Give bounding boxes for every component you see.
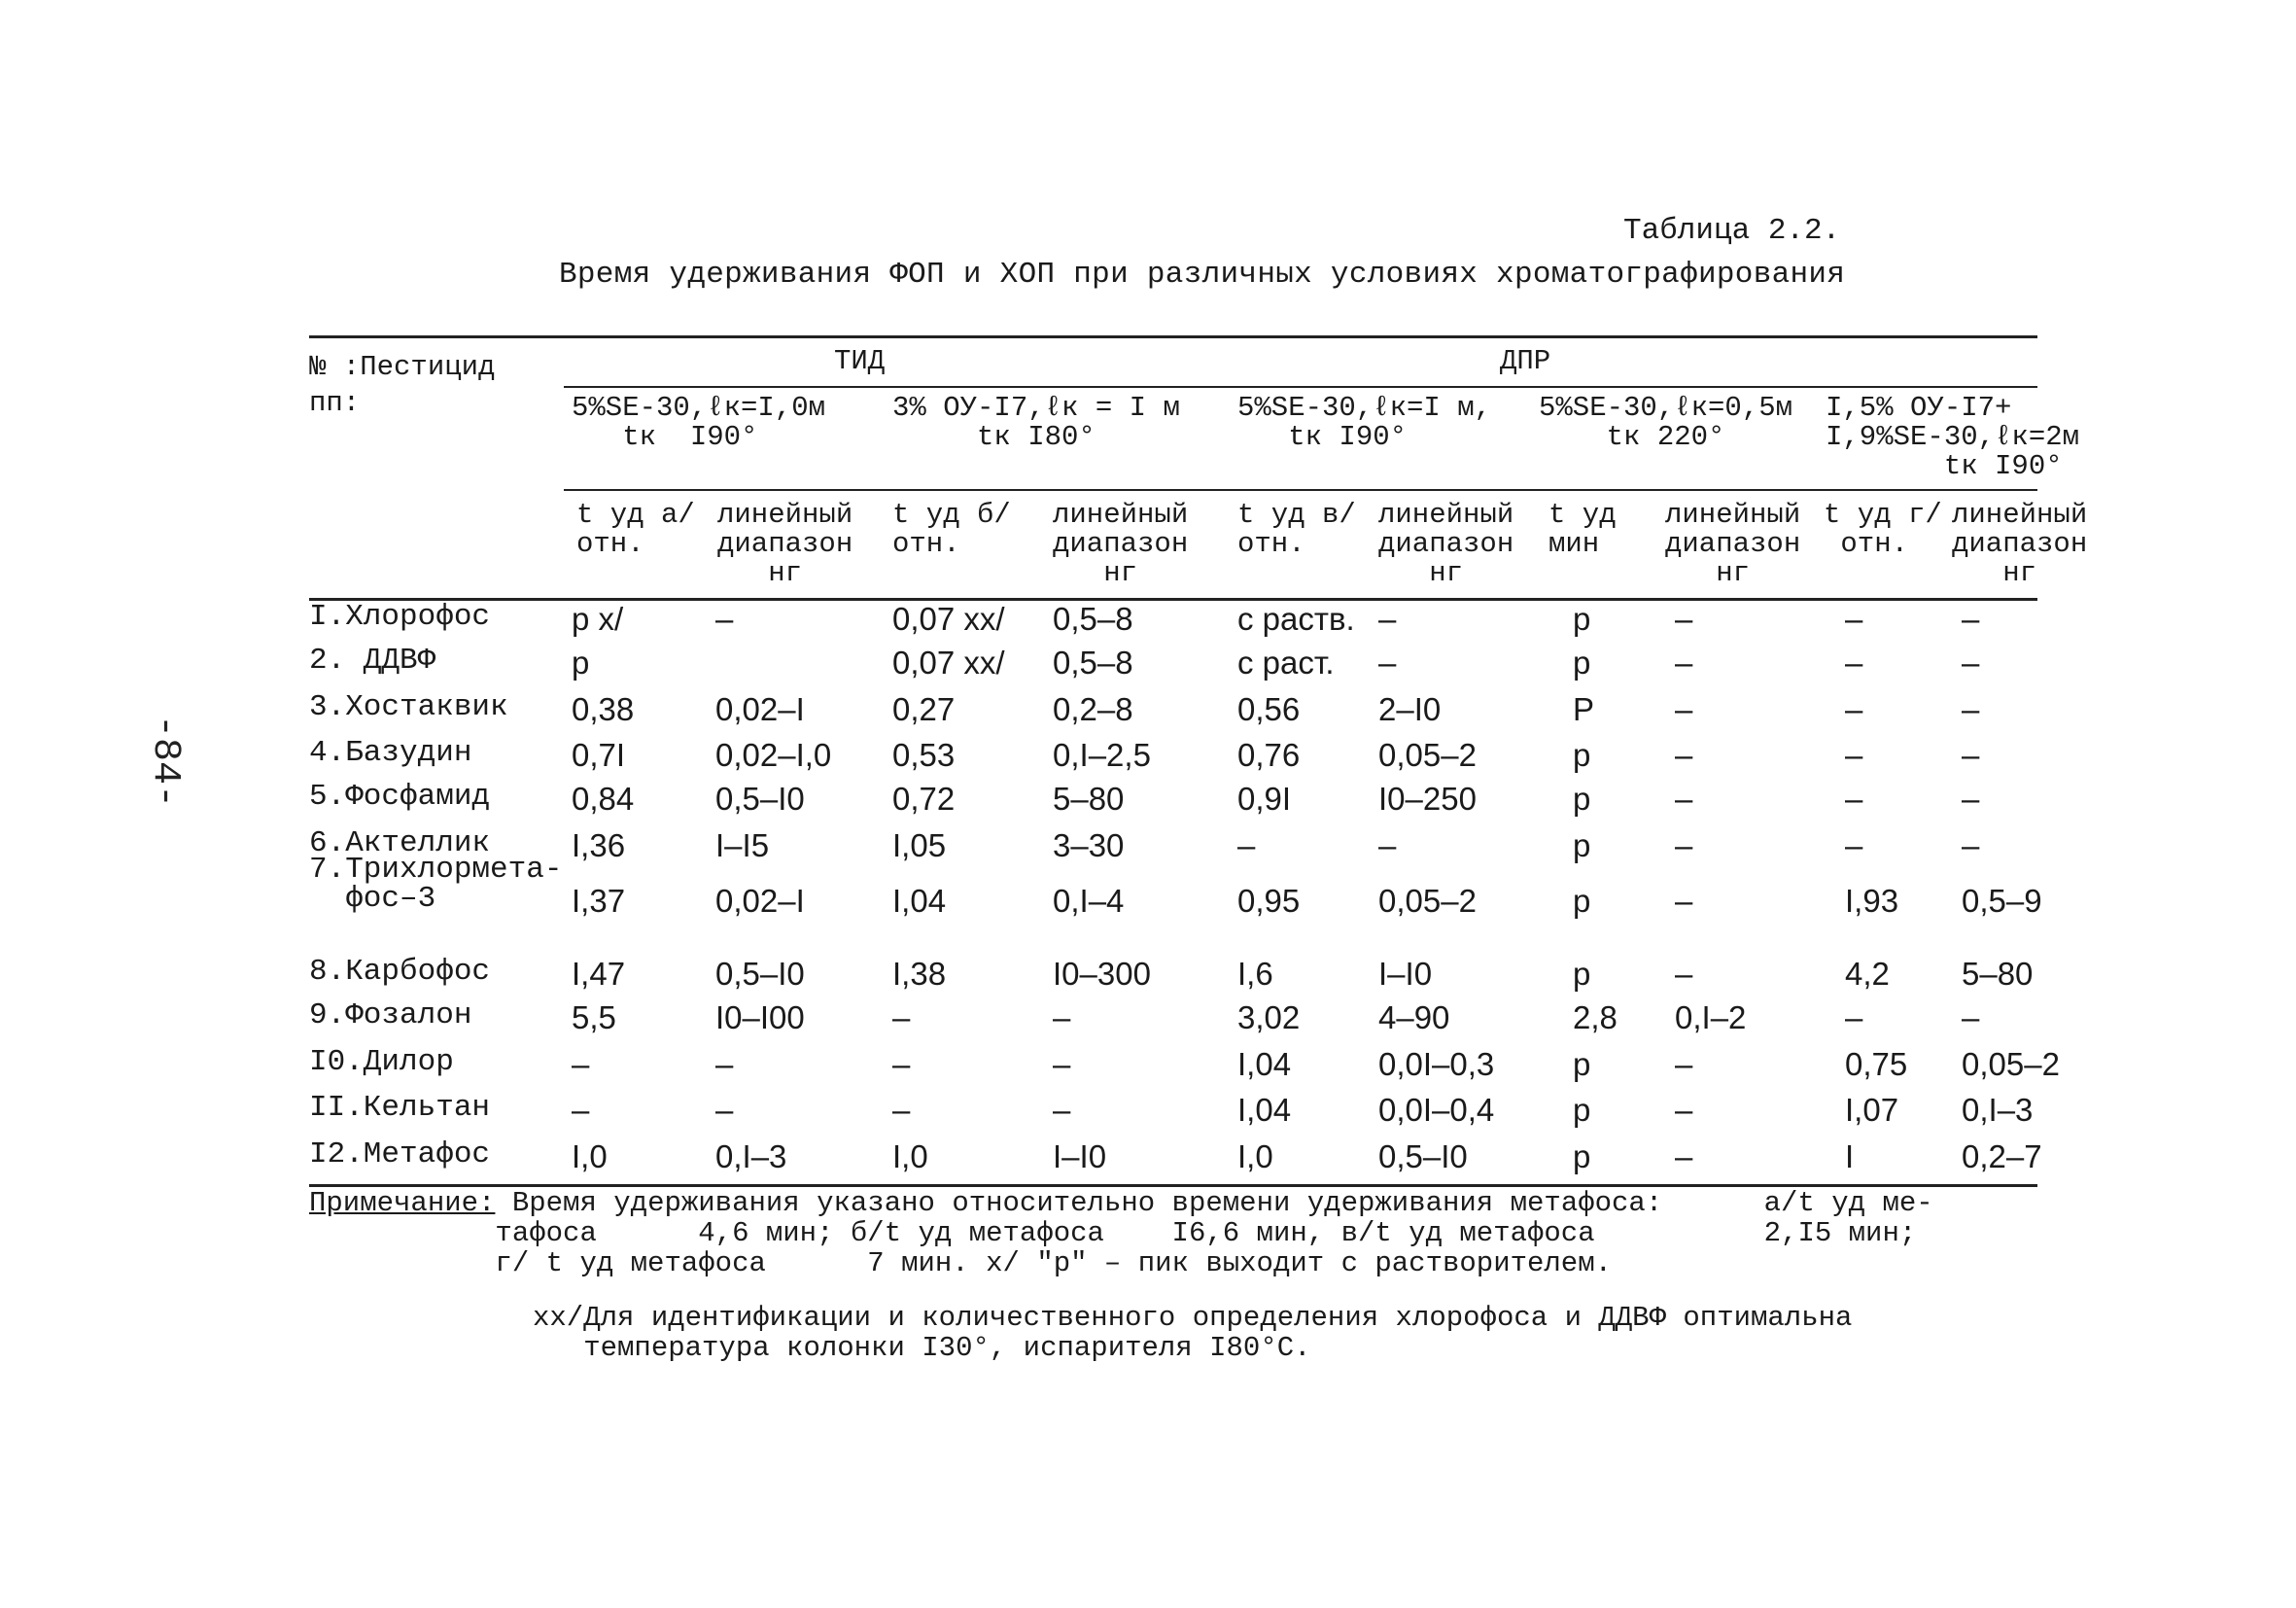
row-1-cell-9: –	[1845, 601, 1863, 637]
row-11-cell-10: 0,I–3	[1962, 1092, 2034, 1128]
row-8-pesticide: 8.Карбофос	[309, 955, 491, 989]
condition-1: 5%SE-30,ℓк=I,0м tк I90°	[572, 392, 826, 453]
row-10-cell-7: р	[1573, 1046, 1591, 1082]
row-5-cell-8: –	[1675, 781, 1693, 817]
note-line-1: Время удерживания указано относительно времени удерживания метафоса: а/t уд ме-	[511, 1187, 1933, 1219]
row-8-cell-10: 5–80	[1962, 956, 2034, 992]
row-2-cell-8: –	[1675, 645, 1693, 681]
row-8-cell-2: 0,5–I0	[715, 956, 805, 992]
row-9-cell-3: –	[892, 999, 911, 1035]
row-12-cell-1: I,0	[572, 1138, 608, 1174]
row-12-cell-2: 0,I–3	[715, 1138, 787, 1174]
row-9-cell-5: 3,02	[1237, 999, 1301, 1035]
row-12-pesticide: I2.Метафос	[309, 1137, 491, 1171]
row-12-cell-5: I,0	[1237, 1138, 1273, 1174]
subcol-range-5: линейный диапазон нг	[1952, 499, 2088, 589]
col-pp-label: пп:	[309, 387, 361, 419]
row-1-cell-1: р x/	[572, 601, 624, 637]
row-10-cell-6: 0,0I–0,3	[1378, 1046, 1495, 1082]
row-8-cell-7: р	[1573, 956, 1591, 992]
subcol-range-1: линейный диапазон нг	[717, 499, 853, 589]
condition-4: 5%SE-30,ℓк=0,5м tк 220°	[1539, 392, 1793, 453]
row-4-pesticide: 4.Базудин	[309, 736, 472, 770]
row-10-cell-5: I,04	[1237, 1046, 1292, 1082]
subcol-tud-v: t уд в/ отн.	[1237, 499, 1356, 560]
row-2-cell-4: 0,5–8	[1053, 645, 1133, 681]
row-3-cell-6: 2–I0	[1378, 691, 1442, 727]
row-4-cell-5: 0,76	[1237, 737, 1301, 773]
row-3-cell-2: 0,02–I	[715, 691, 805, 727]
row-12-cell-4: I–I0	[1053, 1138, 1107, 1174]
row-9-pesticide: 9.Фозалон	[309, 998, 472, 1032]
row-6-cell-5: –	[1237, 827, 1256, 863]
note-footnote: xx/Для идентификации и количественного определения хлорофоса и ДДВФ оптимальна температура колонки I30°, испарителя I80°С.	[533, 1302, 1853, 1364]
row-9-cell-2: I0–I00	[715, 999, 805, 1035]
row-11-cell-5: I,04	[1237, 1092, 1292, 1128]
condition-3: 5%SE-30,ℓк=I м, tк I90°	[1237, 392, 1492, 453]
subcol-range-3: линейный диапазон нг	[1378, 499, 1514, 589]
subcol-range-4: линейный диапазон нг	[1665, 499, 1801, 589]
row-12-cell-8: –	[1675, 1138, 1693, 1174]
row-4-cell-6: 0,05–2	[1378, 737, 1477, 773]
row-10-cell-10: 0,05–2	[1962, 1046, 2060, 1082]
conditions-rule	[564, 489, 2037, 491]
row-11-cell-8: –	[1675, 1092, 1693, 1128]
row-12-cell-7: р	[1573, 1138, 1591, 1174]
row-1-cell-5: с раств.	[1237, 601, 1355, 637]
row-6-pesticide: 6.Актеллик	[309, 826, 491, 860]
row-11-cell-7: р	[1573, 1092, 1591, 1128]
row-10-cell-3: –	[892, 1046, 911, 1082]
row-4-cell-1: 0,7I	[572, 737, 626, 773]
note-line-3: г/ t уд метафоса 7 мин. х/ "р" – пик выходит с растворителем.	[309, 1247, 1613, 1279]
row-8-cell-9: 4,2	[1845, 956, 1890, 992]
row-7-cell-8: –	[1675, 883, 1693, 919]
row-7-cell-10: 0,5–9	[1962, 883, 2042, 919]
row-11-pesticide: II.Кельтан	[309, 1091, 491, 1125]
row-8-cell-4: I0–300	[1053, 956, 1151, 992]
subcol-tud-b: t уд б/ отн.	[892, 499, 1011, 560]
table-top-rule	[309, 335, 2037, 338]
note-line-2: тафоса 4,6 мин; б/t уд метафоса I6,6 мин, в/t уд метафоса 2,I5 мин;	[309, 1217, 1917, 1249]
table-label: Таблица 2.2.	[1623, 214, 1841, 248]
row-12-cell-9: I	[1845, 1138, 1855, 1174]
row-6-cell-10: –	[1962, 827, 1980, 863]
row-5-cell-2: 0,5–I0	[715, 781, 805, 817]
subcol-tud-g: t уд г/ отн.	[1824, 499, 1942, 560]
row-12-cell-3: I,0	[892, 1138, 928, 1174]
row-7-cell-6: 0,05–2	[1378, 883, 1477, 919]
row-5-cell-7: р	[1573, 781, 1591, 817]
row-3-cell-10: –	[1962, 691, 1980, 727]
row-8-cell-1: I,47	[572, 956, 626, 992]
subcol-tud-a: t уд а/ отн.	[576, 499, 695, 560]
row-7-cell-9: I,93	[1845, 883, 1899, 919]
row-3-pesticide: 3.Хостаквик	[309, 690, 508, 724]
table-note	[309, 1188, 2098, 1278]
row-8-cell-8: –	[1675, 956, 1693, 992]
row-9-cell-8: 0,I–2	[1675, 999, 1747, 1035]
row-6-cell-8: –	[1675, 827, 1693, 863]
row-8-cell-6: I–I0	[1378, 956, 1433, 992]
row-4-cell-4: 0,I–2,5	[1053, 737, 1151, 773]
row-8-cell-3: I,38	[892, 956, 947, 992]
row-7-cell-5: 0,95	[1237, 883, 1301, 919]
row-3-cell-4: 0,2–8	[1053, 691, 1133, 727]
row-5-cell-4: 5–80	[1053, 781, 1125, 817]
row-1-cell-8: –	[1675, 601, 1693, 637]
row-9-cell-4: –	[1053, 999, 1071, 1035]
row-7-pesticide: 7.Трихлормета- фос–3	[309, 853, 563, 916]
col-no-label: № :Пестицид	[309, 351, 496, 383]
row-4-cell-7: р	[1573, 737, 1591, 773]
row-4-cell-10: –	[1962, 737, 1980, 773]
row-6-cell-9: –	[1845, 827, 1863, 863]
row-9-cell-10: –	[1962, 999, 1980, 1035]
row-5-cell-9: –	[1845, 781, 1863, 817]
row-6-cell-2: I–I5	[715, 827, 770, 863]
row-7-cell-4: 0,I–4	[1053, 883, 1125, 919]
group-tid: ТИД	[834, 345, 886, 377]
condition-2: 3% ОУ-I7,ℓк = I м tк I80°	[892, 392, 1180, 453]
row-11-cell-2: –	[715, 1092, 734, 1128]
row-2-cell-3: 0,07 xx/	[892, 645, 1005, 681]
row-3-cell-3: 0,27	[892, 691, 956, 727]
row-4-cell-8: –	[1675, 737, 1693, 773]
row-6-cell-7: р	[1573, 827, 1591, 863]
row-9-cell-7: 2,8	[1573, 999, 1618, 1035]
row-5-cell-10: –	[1962, 781, 1980, 817]
row-3-cell-9: –	[1845, 691, 1863, 727]
row-10-cell-2: –	[715, 1046, 734, 1082]
row-5-pesticide: 5.Фосфамид	[309, 780, 491, 814]
row-1-cell-6: –	[1378, 601, 1397, 637]
row-1-cell-10: –	[1962, 601, 1980, 637]
row-9-cell-1: 5,5	[572, 999, 616, 1035]
row-2-cell-9: –	[1845, 645, 1863, 681]
row-11-cell-1: –	[572, 1092, 590, 1128]
row-1-cell-4: 0,5–8	[1053, 601, 1133, 637]
group-dpr: ДПР	[1500, 345, 1551, 377]
row-10-cell-9: 0,75	[1845, 1046, 1908, 1082]
subcol-range-2: линейный диапазон нг	[1053, 499, 1189, 589]
row-10-cell-1: –	[572, 1046, 590, 1082]
row-5-cell-1: 0,84	[572, 781, 635, 817]
row-9-cell-6: 4–90	[1378, 999, 1450, 1035]
row-6-cell-3: I,05	[892, 827, 947, 863]
row-2-cell-6: –	[1378, 645, 1397, 681]
subcol-tud-min: t уд мин	[1548, 499, 1617, 560]
row-1-cell-7: р	[1573, 601, 1591, 637]
row-5-cell-6: I0–250	[1378, 781, 1477, 817]
row-4-cell-9: –	[1845, 737, 1863, 773]
row-3-cell-8: –	[1675, 691, 1693, 727]
row-11-cell-6: 0,0I–0,4	[1378, 1092, 1495, 1128]
row-9-cell-9: –	[1845, 999, 1863, 1035]
row-3-cell-5: 0,56	[1237, 691, 1301, 727]
condition-5: I,5% ОУ-I7+ I,9%SE-30,ℓк=2м tк I90°	[1826, 392, 2080, 482]
row-2-cell-10: –	[1962, 645, 1980, 681]
row-2-cell-5: с раст.	[1237, 645, 1335, 681]
row-8-cell-5: I,6	[1237, 956, 1273, 992]
row-10-cell-8: –	[1675, 1046, 1693, 1082]
row-7-cell-7: р	[1573, 883, 1591, 919]
row-1-cell-3: 0,07 xx/	[892, 601, 1005, 637]
row-5-cell-5: 0,9I	[1237, 781, 1292, 817]
header-bottom-rule	[309, 598, 2037, 601]
row-6-cell-1: I,36	[572, 827, 626, 863]
page-number: -84-	[143, 715, 187, 809]
row-2-cell-7: р	[1573, 645, 1591, 681]
row-2-pesticide: 2. ДДВФ	[309, 644, 436, 678]
row-10-pesticide: I0.Дилор	[309, 1045, 454, 1079]
row-12-cell-10: 0,2–7	[1962, 1138, 2042, 1174]
row-1-pesticide: I.Хлорофос	[309, 600, 491, 634]
row-3-cell-1: 0,38	[572, 691, 635, 727]
row-11-cell-9: I,07	[1845, 1092, 1899, 1128]
note-label: Примечание:	[309, 1187, 496, 1219]
row-2-cell-1: р	[572, 645, 590, 681]
table-title: Время удерживания ФОП и ХОП при различных условиях хроматографирования	[559, 258, 1846, 292]
row-7-cell-3: I,04	[892, 883, 947, 919]
row-1-cell-2: –	[715, 601, 734, 637]
row-7-cell-2: 0,02–I	[715, 883, 805, 919]
row-7-cell-1: I,37	[572, 883, 626, 919]
group-rule	[564, 386, 2037, 388]
row-6-cell-4: 3–30	[1053, 827, 1125, 863]
row-5-cell-3: 0,72	[892, 781, 956, 817]
row-4-cell-2: 0,02–I,0	[715, 737, 832, 773]
row-11-cell-3: –	[892, 1092, 911, 1128]
row-4-cell-3: 0,53	[892, 737, 956, 773]
row-12-cell-6: 0,5–I0	[1378, 1138, 1468, 1174]
row-11-cell-4: –	[1053, 1092, 1071, 1128]
row-10-cell-4: –	[1053, 1046, 1071, 1082]
row-6-cell-6: –	[1378, 827, 1397, 863]
row-3-cell-7: Р	[1573, 691, 1595, 727]
